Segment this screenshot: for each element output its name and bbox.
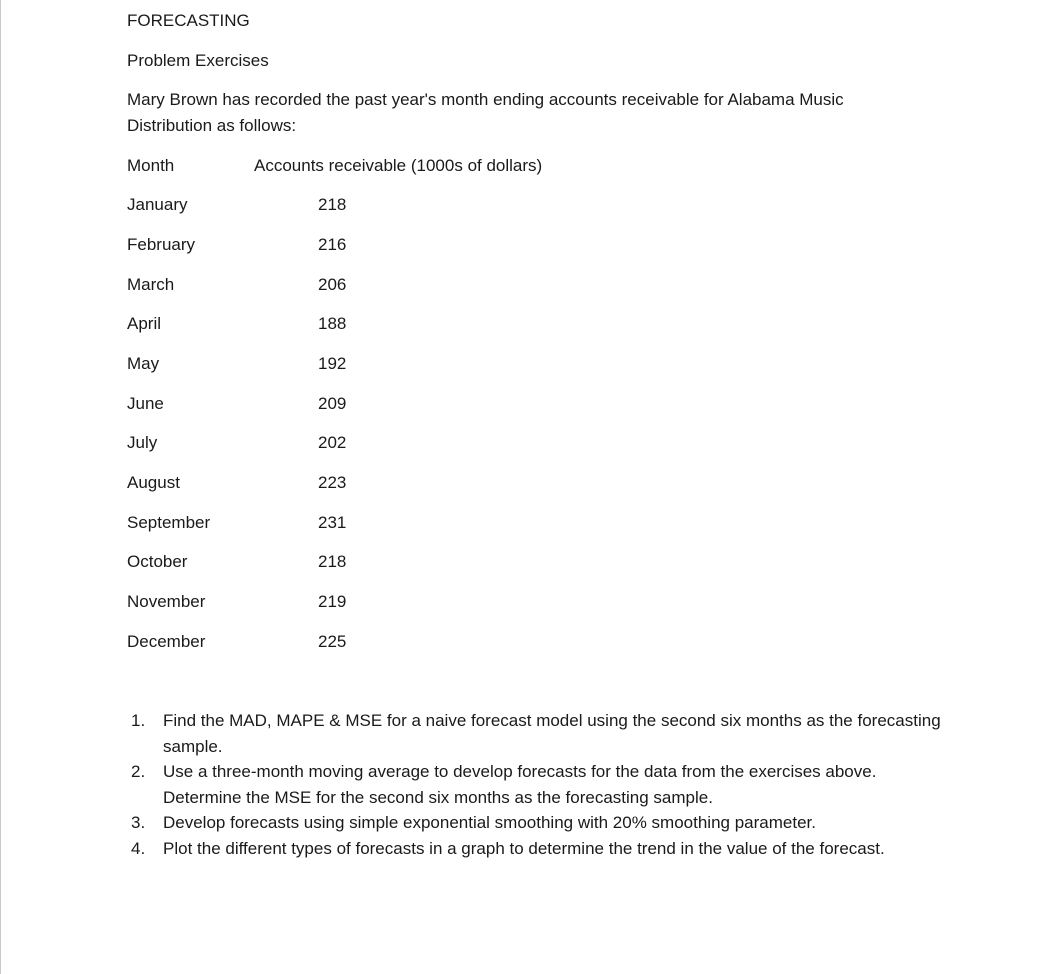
table-row-value: 202 <box>318 433 347 452</box>
document-title: FORECASTING <box>127 11 250 30</box>
list-item <box>127 836 947 862</box>
table-row-month: June <box>127 394 164 413</box>
list-item-number: 2. <box>131 762 146 782</box>
list-item <box>127 708 947 759</box>
section-heading: Problem Exercises <box>127 51 269 70</box>
list-item-number: 1. <box>131 711 146 730</box>
table-row-month: September <box>127 513 211 532</box>
table-row-value: 218 <box>318 195 347 214</box>
list-item-text: Plot the different types of forecasts in a graph to determine the trend in the value of the forecast. <box>163 838 885 858</box>
table-row-value: 225 <box>318 632 347 651</box>
table-row-value: 209 <box>318 394 347 413</box>
questions-list <box>127 708 947 862</box>
table-header-accounts-receivable: Accounts receivable (1000s of dollars) <box>254 156 543 175</box>
list-item-text: Develop forecasts using simple exponential smoothing with 20% smoothing parameter. <box>163 813 816 833</box>
table-row-value: 223 <box>318 473 347 492</box>
list-item-number: 4. <box>131 838 146 858</box>
table-row-month: April <box>127 314 162 333</box>
table-row-value: 216 <box>318 235 347 254</box>
list-item <box>127 759 947 810</box>
table-row-month: February <box>127 235 196 254</box>
table-row-value: 219 <box>318 592 347 611</box>
table-row-month: January <box>127 195 188 214</box>
table-row-month: August <box>127 473 180 492</box>
list-item-number: 3. <box>131 813 146 833</box>
table-row-month: November <box>127 592 206 611</box>
table-row-value: 231 <box>318 513 347 532</box>
table-row-month: October <box>127 552 188 571</box>
table-row-value: 206 <box>318 275 347 294</box>
table-row-month: December <box>127 632 206 651</box>
table-row-month: July <box>127 433 158 452</box>
intro-paragraph: Mary Brown has recorded the past year's month ending accounts receivable for Alabama Music Distribution as follows: <box>127 90 844 135</box>
list-item-text: Find the MAD, MAPE & MSE for a naive forecast model using the second six months as the forecasting sample. <box>163 711 941 756</box>
table-row-value: 188 <box>318 314 347 333</box>
table-row-month: May <box>127 354 160 373</box>
list-item-text: Use a three-month moving average to develop forecasts for the data from the exercises above. Determine the MSE for the second six months as the forecasting sample. <box>163 762 877 807</box>
table-row-value: 218 <box>318 552 347 571</box>
table-row-value: 192 <box>318 354 347 373</box>
table-header-month: Month <box>127 156 175 175</box>
table-row-month: March <box>127 275 175 294</box>
page-edge <box>0 0 1 974</box>
list-item <box>127 810 947 836</box>
